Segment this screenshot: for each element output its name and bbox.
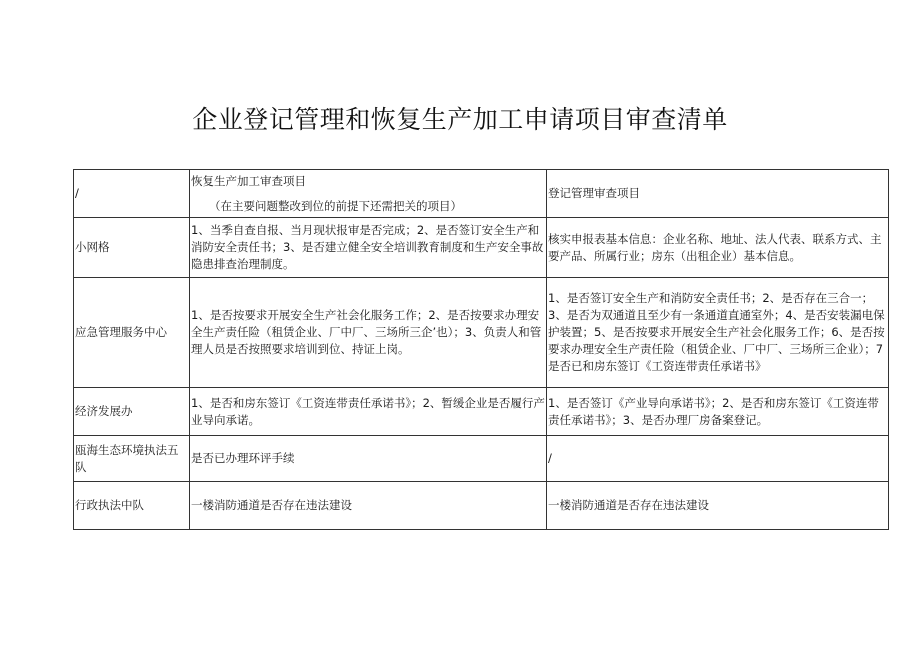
review-checklist-table: [73, 169, 889, 530]
header-corner-cell: /: [74, 170, 190, 218]
resume-item-cell: 1、是否按要求开展安全生产社会化服务工作；2、是否按要求办理安全生产责任险（租赁企业、厂中厂、三场所三企’也）；3、负责人和管理人员是否按照要求培训到位、持证上岗。: [190, 278, 547, 388]
table-row: [74, 218, 889, 278]
header-register-cell: 登记管理审查项目: [547, 170, 889, 218]
register-item-cell: /: [547, 436, 889, 482]
unit-cell: 小网格: [74, 218, 190, 278]
register-item-cell: 1、是否签订《产业导向承诺书》；2、是否和房东签订《工资连带责任承诺书》；3、是否办理厂房备案登记。: [547, 388, 889, 436]
resume-item-cell: 是否已办理环评手续: [190, 436, 547, 482]
table-row: [74, 388, 889, 436]
document-title: 企业登记管理和恢复生产加工申请项目审查清单: [192, 105, 728, 134]
table-row: [74, 482, 889, 530]
unit-cell: 经济发展办: [74, 388, 190, 436]
resume-item-cell: 1、当季自查自报、当月现状报审是否完成；2、是否签订安全生产和消防安全责任书；3、是否建立健全安全培训教育制度和生产安全事故隐患排查治理制度。: [190, 218, 547, 278]
unit-cell: 瓯海生态环境执法五队: [74, 436, 190, 482]
header-resume-subtitle: （在主要问题整改到位的前提下还需把关的项目）: [209, 198, 462, 213]
register-item-cell: 1、是否签订安全生产和消防安全责任书；2、是否存在三合一；3、是否为双通道且至少有一条通道直通室外；4、是否安装漏电保护装置；5、是否按要求开展安全生产社会化服务工作；6、是否按要求办理安全生产责任险（租赁企业、厂中厂、三场所三企业）；7是否已和房东签订《工资连带责任承诺书》: [547, 278, 889, 388]
register-item-cell: 核实申报表基本信息：企业名称、地址、法人代表、联系方式、主要产品、所属行业；房东（出租企业）基本信息。: [547, 218, 889, 278]
table-header-row: [74, 170, 889, 218]
table-row: [74, 436, 889, 482]
header-resume-cell: [190, 170, 547, 218]
table-row: [74, 278, 889, 388]
unit-cell: 应急管理服务中心: [74, 278, 190, 388]
unit-cell: 行政执法中队: [74, 482, 190, 530]
header-resume-title: 恢复生产加工审查项目: [191, 173, 306, 188]
resume-item-cell: 1、是否和房东签订《工资连带责任承诺书》；2、暂缓企业是否履行产业导向承诺。: [190, 388, 547, 436]
resume-item-cell: 一楼消防通道是否存在违法建设: [190, 482, 547, 530]
register-item-cell: 一楼消防通道是否存在违法建设: [547, 482, 889, 530]
